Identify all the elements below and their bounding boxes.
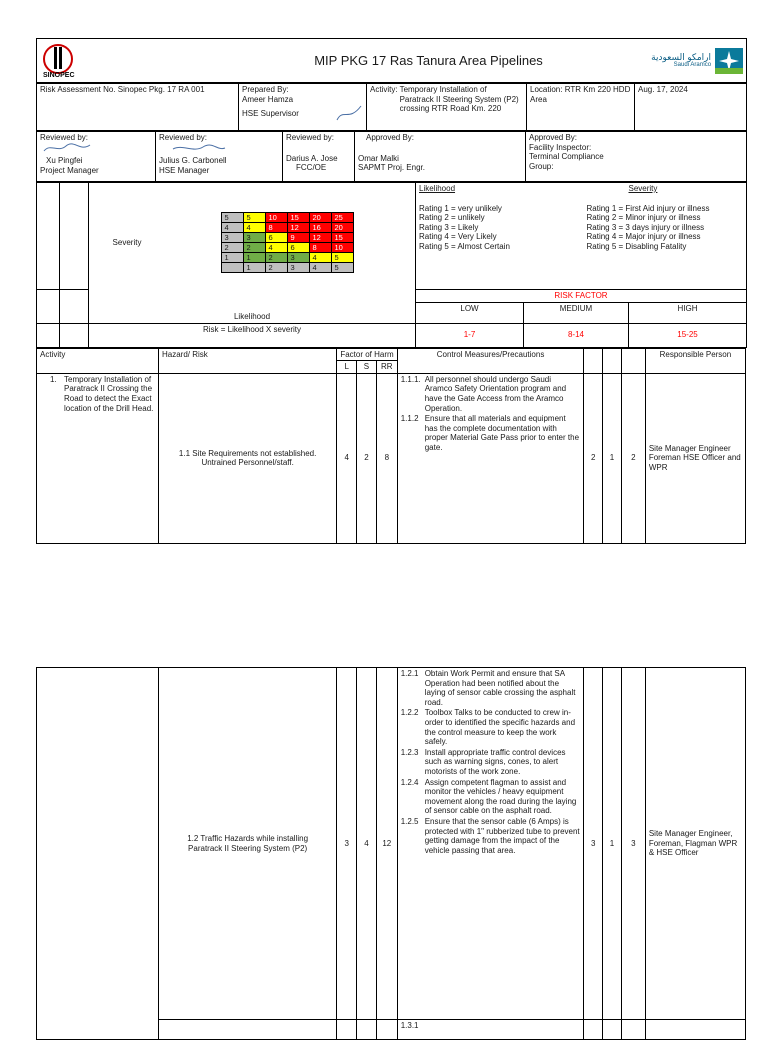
table-row [37, 373, 746, 543]
matrix-severity-cell: 4 [221, 223, 243, 233]
approver-2-label: Approved By: [529, 133, 578, 142]
matrix-likelihood-cell: 3 [287, 263, 309, 273]
matrix-cell: 4 [265, 243, 287, 253]
table-row [37, 668, 746, 1020]
aramco-star-icon [715, 48, 743, 74]
matrix-severity-cell: 3 [221, 233, 243, 243]
risk-low-label: LOW [416, 302, 524, 323]
likelihood-item: Rating 3 = Likely [419, 222, 479, 232]
likelihood-axis-label: Likelihood [89, 302, 416, 323]
page-one [36, 38, 746, 544]
matrix-cell: 3 [287, 253, 309, 263]
matrix-cell: 20 [309, 213, 331, 223]
matrix-cell: 5 [243, 213, 265, 223]
aramco-arabic-text: ارامكو السعودية [651, 51, 712, 62]
matrix-likelihood-cell: 5 [331, 263, 353, 273]
risk-low-range: 1-7 [416, 323, 524, 347]
reviewer-2-name: Julius G. Carbonell [159, 156, 227, 166]
sinopec-logo-text: SINOPEC [43, 71, 75, 79]
matrix-likelihood-cell: 2 [265, 263, 287, 273]
matrix-cell: 2 [265, 253, 287, 263]
approver-2-line4: Group: [529, 161, 554, 171]
list-item: 1.2.1 Obtain Work Permit and ensure that SA Operation had been notified about the laying of sensor cable crossing the asphalt road. [400, 669, 576, 707]
likelihood-heading: Likelihood [419, 184, 456, 193]
reviewer-3 [283, 132, 355, 182]
risk-assessment-number: Risk Assessment No. Sinopec Pkg. 17 RA 001 [37, 84, 239, 131]
matrix-cell: 15 [331, 233, 353, 243]
risk-high-label: HIGH [629, 302, 747, 323]
matrix-cell: 25 [331, 213, 353, 223]
matrix-cell: 16 [309, 223, 331, 233]
severity-axis-label: Severity [112, 237, 142, 247]
col-rr-header: RR [376, 361, 397, 374]
matrix-cell: 8 [265, 223, 287, 233]
severity-value: 4 [357, 668, 377, 1020]
matrix-row [221, 253, 353, 263]
residual-likelihood: 2 [584, 373, 603, 543]
matrix-cell: 15 [287, 213, 309, 223]
risk-formula: Risk = Likelihood X severity [89, 323, 416, 347]
risk-factor-label: RISK FACTOR [416, 290, 747, 303]
list-item: 1.2.5 Ensure that the sensor cable (6 Amps) is protected with 1" rubberized tube to prevent getting damage from the impact of the vehicle passing that area. [400, 816, 580, 855]
matrix-severity-cell: 1 [221, 253, 243, 263]
matrix-cell: 8 [309, 243, 331, 253]
col-hazard-header: Hazard/ Risk [158, 348, 336, 373]
risk-rating-value: 12 [376, 668, 397, 1020]
activity-cell [37, 373, 159, 543]
location-cell [527, 84, 635, 131]
matrix-cell: 10 [265, 213, 287, 223]
activity-number: 1. [50, 374, 57, 384]
matrix-cell: 12 [287, 223, 309, 233]
reviewer-1-label: Reviewed by: [40, 133, 89, 142]
activity-cell [367, 84, 527, 131]
page-two [36, 667, 746, 1040]
approver-1 [355, 132, 526, 182]
reviewer-2 [156, 132, 283, 182]
likelihood-item: Rating 1 = very unlikely [419, 203, 502, 213]
col-s-header: S [357, 361, 377, 374]
list-item: 1.2.4 Assign competent flagman to assist and monitor the vehicles / heavy equipment movement along the road during the laying of sensor cable on the asphalt road. [400, 777, 577, 816]
matrix-cell: 5 [331, 253, 353, 263]
prepared-label: Prepared By: [242, 85, 289, 94]
col-activity-header: Activity [37, 348, 159, 373]
list-item: 1.1.1. All personnel should undergo Saudi Aramco Safety Orientation program and have the Gate Access from the Aramco Operation. [400, 374, 567, 413]
signature-icon [40, 143, 100, 154]
document-title: MIP PKG 17 Ras Tanura Area Pipelines [235, 39, 623, 83]
control-measures-cell [397, 373, 584, 543]
severity-legend [586, 183, 747, 290]
aramco-english-text: Saudi Aramco [673, 62, 712, 69]
risk-table [36, 348, 746, 544]
approver-1-label: Approved By: [366, 133, 415, 142]
approver-1-name: Omar Malki [358, 153, 399, 163]
severity-heading: Severity [628, 184, 658, 193]
matrix-likelihood-cell: 1 [243, 263, 265, 273]
hazard-cell: 1.2 Traffic Hazards while installing Paratrack II Steering System (P2) [158, 668, 336, 1020]
matrix-likelihood-cell: 4 [309, 263, 331, 273]
reviewer-2-role: HSE Manager [159, 165, 210, 175]
control-measures-cell [397, 668, 584, 1020]
review-table [36, 131, 747, 182]
matrix-row [221, 263, 353, 273]
col-factor-header: Factor of Harm [337, 348, 397, 361]
severity-item: Rating 5 = Disabling Fatality [586, 241, 687, 251]
col-responsible-header: Responsible Person [645, 348, 745, 373]
left-logo-cell [37, 39, 235, 83]
matrix-cell: 2 [243, 243, 265, 253]
info-table [36, 83, 747, 131]
severity-item: Rating 1 = First Aid injury or illness [586, 203, 710, 213]
reviewer-3-name: Darius A. Jose [286, 153, 338, 163]
reviewer-3-label: Reviewed by: [286, 133, 335, 142]
list-item: 1.2.2 Toolbox Talks to be conducted to crew in-order to identified the specific hazards and the control measure to keep the work safely. [400, 708, 576, 747]
activity-label: Activity: [370, 85, 398, 94]
risk-medium-label: MEDIUM [524, 302, 629, 323]
responsible-cell: Site Manager Engineer Foreman HSE Officer and WPR [645, 373, 745, 543]
matrix-section [36, 182, 747, 348]
reviewer-1-name: Xu Pingfei [46, 156, 83, 166]
reviewer-3-role: FCC/OE [296, 163, 327, 173]
likelihood-item: Rating 5 = Almost Certain [419, 241, 510, 251]
matrix-cell: 20 [331, 223, 353, 233]
matrix-cell: 10 [331, 243, 353, 253]
matrix-cell: 12 [309, 233, 331, 243]
approver-2-line2: Facility Inspector: [529, 142, 592, 152]
risk-high-range: 15-25 [629, 323, 747, 347]
severity-item: Rating 2 = Minor injury or illness [586, 213, 701, 223]
matrix-row [221, 233, 353, 243]
risk-table-continued [36, 667, 746, 1040]
matrix-severity-cell: 2 [221, 243, 243, 253]
hazard-cell: 1.1 Site Requirements not established. Untrained Personnel/staff. [158, 373, 336, 543]
severity-item: Rating 3 = 3 days injury or illness [586, 222, 705, 232]
likelihood-item: Rating 4 = Very Likely [419, 232, 497, 242]
list-item: 1.1.2 Ensure that all materials and equipment has the complete documentation with proper Material Gate Pass prior to enter the gate. [400, 414, 580, 452]
prepared-role: HSE Supervisor [242, 109, 299, 119]
prepared-name: Ameer Hamza [242, 94, 294, 104]
residual-risk: 3 [621, 668, 645, 1020]
matrix-cell: 6 [287, 243, 309, 253]
matrix-cell: 4 [309, 253, 331, 263]
risk-matrix [221, 212, 354, 273]
approver-1-role: SAPMT Proj. Engr. [358, 163, 425, 173]
severity-value: 2 [357, 373, 377, 543]
matrix-cell: 4 [243, 223, 265, 233]
reviewer-1-role: Project Manager [40, 165, 99, 175]
matrix-row [221, 223, 353, 233]
control-number: 1.3.1 [400, 1021, 419, 1030]
responsible-cell: Site Manager Engineer, Foreman, Flagman WPR & HSE Officer [645, 668, 745, 1020]
matrix-cell: 1 [243, 253, 265, 263]
signature-icon [159, 143, 229, 154]
matrix-cell: 9 [287, 233, 309, 243]
activity-text: Temporary Installation of Paratrack II Steering System (P2) crossing RTR Road Km. 220 [399, 85, 519, 114]
reviewer-1 [37, 132, 156, 182]
residual-risk: 2 [621, 373, 645, 543]
header-table [36, 38, 747, 83]
reviewer-2-label: Reviewed by: [159, 133, 208, 142]
approver-2-line3: Terminal Compliance [529, 152, 604, 162]
likelihood-value: 3 [337, 668, 357, 1020]
date-cell: Aug. 17, 2024 [635, 84, 747, 131]
prepared-by-cell [239, 84, 367, 131]
col-l-header: L [337, 361, 357, 374]
residual-likelihood: 3 [584, 668, 603, 1020]
location-label: Location: [530, 85, 563, 94]
signature-icon [335, 104, 363, 124]
risk-matrix-cell [89, 183, 416, 290]
approver-2 [526, 132, 747, 182]
matrix-cell: 3 [243, 233, 265, 243]
col-control-header: Control Measures/Precautions [397, 348, 584, 373]
matrix-severity-cell: 5 [221, 213, 243, 223]
location-text: RTR Km 220 HDD Area [530, 85, 631, 104]
residual-severity: 1 [603, 668, 622, 1020]
likelihood-value: 4 [337, 373, 357, 543]
residual-severity: 1 [603, 373, 622, 543]
matrix-row [221, 213, 353, 223]
list-item: 1.2.3 Install appropriate traffic control devices such as warning signs, cones, to alert motorists of the work zone. [400, 747, 566, 776]
activity-description: Temporary Installation of Paratrack II Crossing the Road to detect the Exact location of the Drill Head. [64, 374, 154, 413]
matrix-row [221, 243, 353, 253]
right-logo-cell [623, 39, 747, 83]
likelihood-item: Rating 2 = unlikely [419, 213, 485, 223]
matrix-cell: 6 [265, 233, 287, 243]
sinopec-logo-icon [40, 43, 76, 79]
risk-rating-value: 8 [376, 373, 397, 543]
risk-medium-range: 8-14 [524, 323, 629, 347]
severity-item: Rating 4 = Major injury or illness [586, 232, 701, 242]
